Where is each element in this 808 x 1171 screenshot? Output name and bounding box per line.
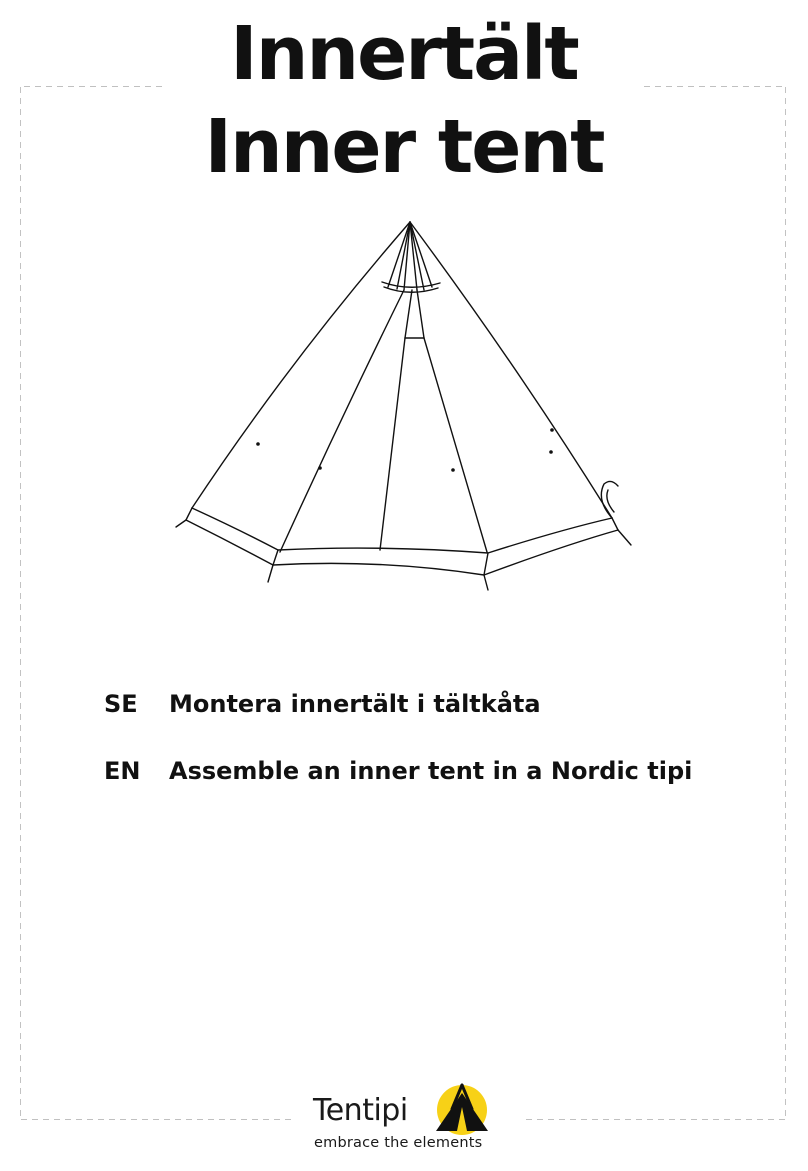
language-code-se: SE xyxy=(104,690,138,718)
instruction-english xyxy=(104,759,692,783)
tentipi-logo xyxy=(308,1079,498,1159)
instruction-text-se: Montera innertält i tältkåta xyxy=(169,690,541,718)
tipi-logo-icon xyxy=(428,1079,496,1137)
instruction-text-en: Assemble an inner tent in a Nordic tipi xyxy=(169,757,693,785)
brand-name: Tentipi xyxy=(313,1093,408,1128)
tipi-tent-illustration xyxy=(170,215,640,595)
title-english: Inner tent xyxy=(204,104,604,190)
language-code-en: EN xyxy=(104,757,141,785)
brand-tagline: embrace the elements xyxy=(314,1135,483,1151)
instruction-swedish xyxy=(104,692,541,716)
title-swedish: Innertält xyxy=(230,11,578,97)
